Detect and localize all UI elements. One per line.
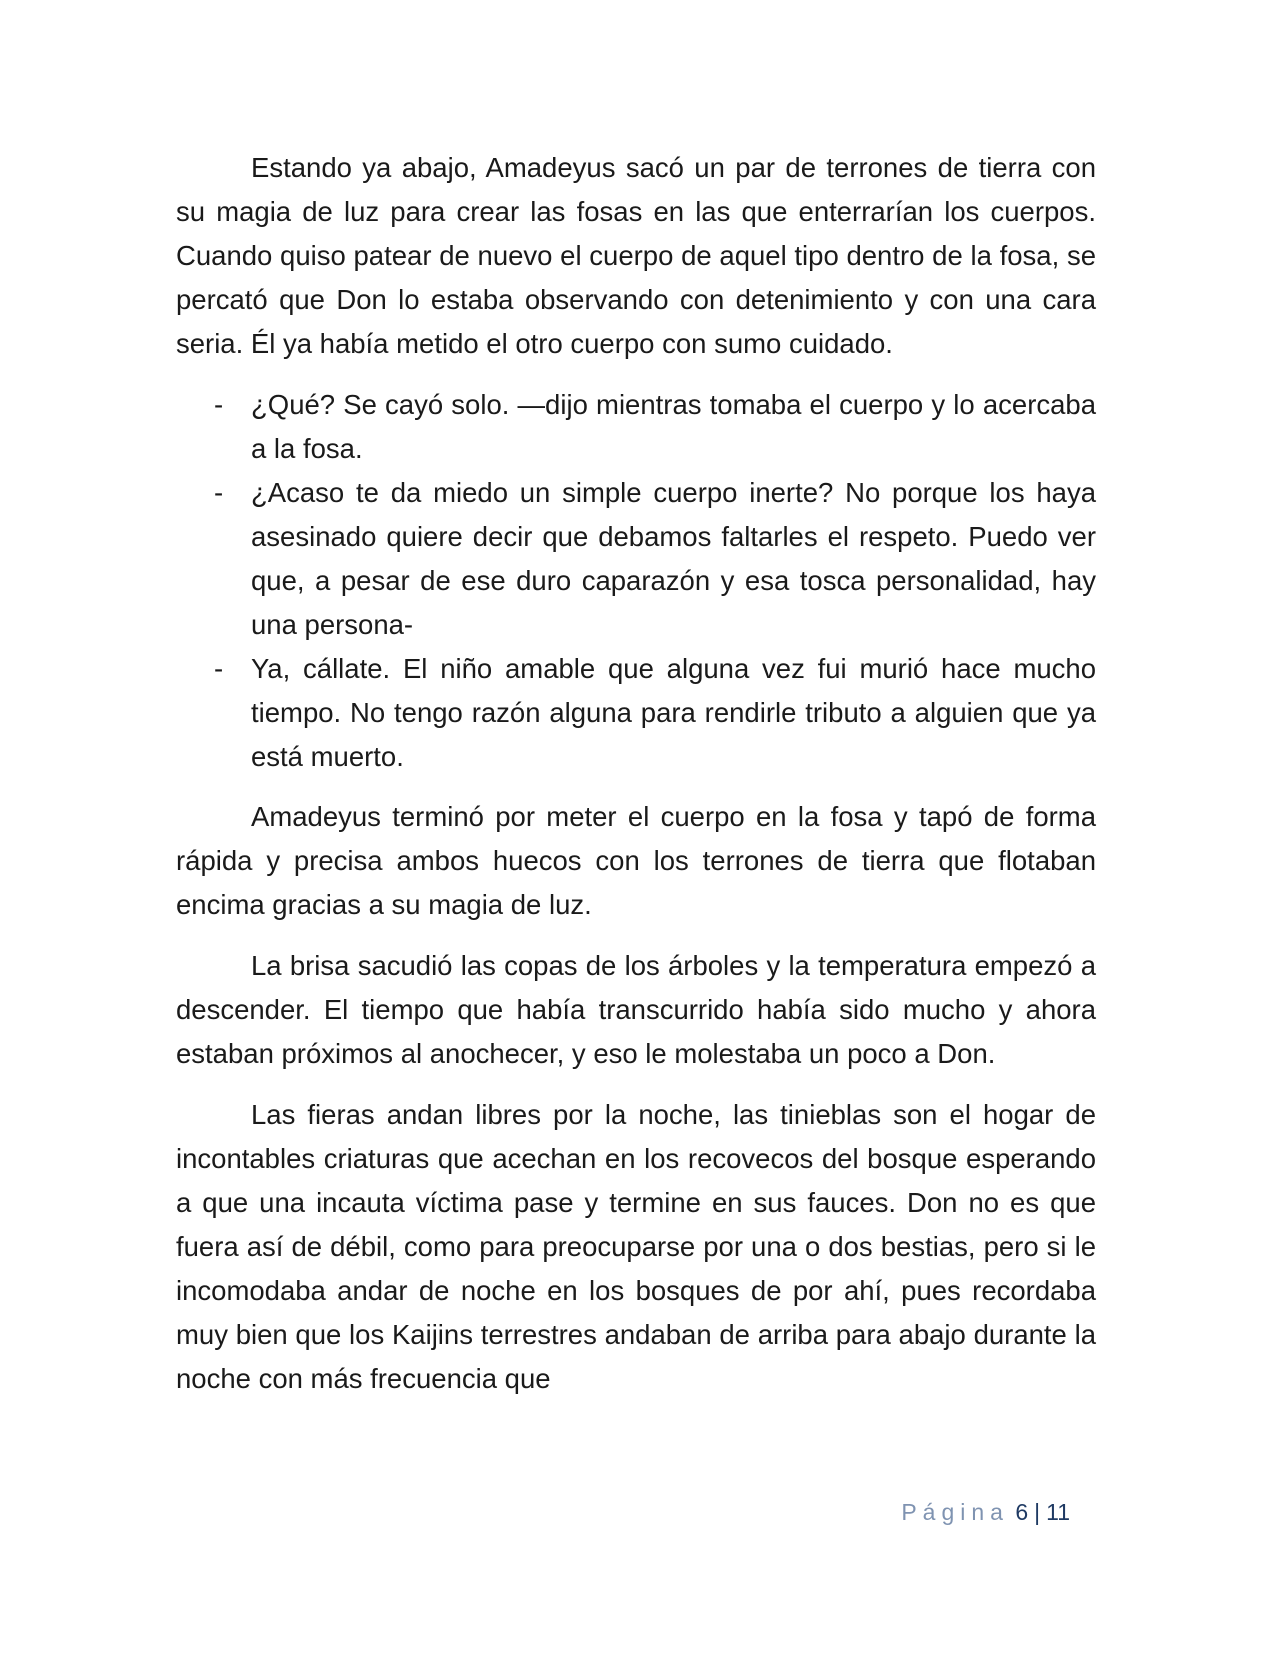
page-footer xyxy=(0,1497,1070,1527)
page-body xyxy=(176,146,1096,1418)
dialogue-text: ¿Qué? Se cayó solo. —dijo mientras tomaba el cuerpo y lo acercaba a la fosa. xyxy=(251,389,1096,464)
page-separator: | xyxy=(1034,1499,1041,1525)
page-label: Página xyxy=(901,1499,1009,1525)
dialogue-list xyxy=(176,383,1096,779)
paragraph: Estando ya abajo, Amadeyus sacó un par de terrones de tierra con su magia de luz para crear las fosas en las que enterrarían los cuerpos. Cuando quiso patear de nuevo el cuerpo de aquel tipo dentro de la fosa, se percató que Don lo estaba observando con detenimiento y con una cara seria. Él ya había metido el otro cuerpo con sumo cuidado. xyxy=(176,152,1096,359)
total-pages: 11 xyxy=(1046,1499,1070,1525)
dialogue-line xyxy=(176,383,1096,471)
page-number: 6 xyxy=(1015,1499,1029,1525)
paragraph: Las fieras andan libres por la noche, las tinieblas son el hogar de incontables criaturas que acechan en los recovecos del bosque esperando a que una incauta víctima pase y termine en sus fauces. Don no es que fuera así de débil, como para preocuparse por una o dos bestias, pero si le incomodaba andar de noche en los bosques de por ahí, pues recordaba muy bien que los Kaijins terrestres andaban de arriba para abajo durante la noche con más frecuencia que xyxy=(176,1099,1096,1394)
dialogue-text: ¿Acaso te da miedo un simple cuerpo inerte? No porque los haya asesinado quiere decir que debamos faltarles el respeto. Puedo ver que, a pesar de ese duro caparazón y esa tosca personalidad, hay una persona- xyxy=(251,477,1096,640)
paragraph: Amadeyus terminó por meter el cuerpo en la fosa y tapó de forma rápida y precisa ambos huecos con los terrones de tierra que flotaban encima gracias a su magia de luz. xyxy=(176,801,1096,920)
dialogue-text: Ya, cállate. El niño amable que alguna vez fui murió hace mucho tiempo. No tengo razón alguna para rendirle tributo a alguien que ya está muerto. xyxy=(251,653,1096,772)
dialogue-dash: - xyxy=(214,389,224,420)
dialogue-dash: - xyxy=(214,477,224,508)
dialogue-dash: - xyxy=(214,653,224,684)
dialogue-line xyxy=(176,471,1096,647)
paragraph: La brisa sacudió las copas de los árboles y la temperatura empezó a descender. El tiempo que había transcurrido había sido mucho y ahora estaban próximos al anochecer, y eso le molestaba un poco a Don. xyxy=(176,950,1096,1069)
dialogue-line xyxy=(176,647,1096,779)
